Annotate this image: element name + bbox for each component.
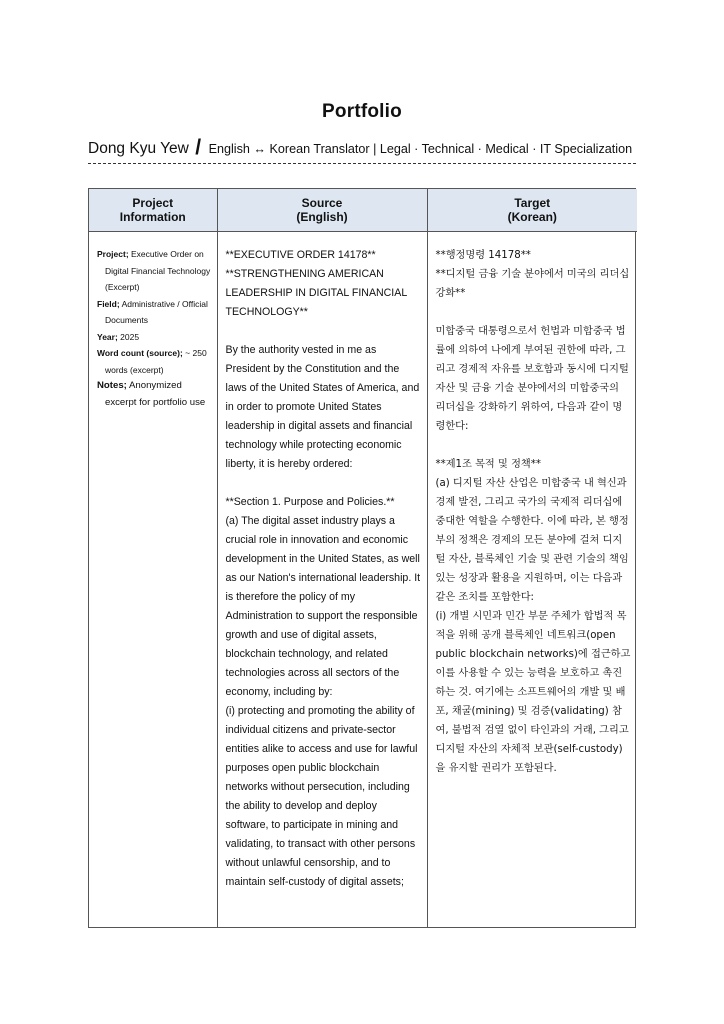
info-project: Project; Executive Order on Digital Financial Technology (Excerpt): [97, 249, 211, 292]
target-text: **행정명령 14178** **디지털 금융 기술 분야에서 미국의 리더십 강화** 미합중국 대통령으로서 헌법과 미합중국 법률에 의하여 나에게 부여된 권한에 따라, 그리고 경제적 자유를 보호함과 동시에 디지털 자산 및 금융 기술 분야에서의 미합중국의 리더십을 강화하기 위하여, 다음과 같이 명령한다: **제1조 목적 및 정책** (a) 디지털 자산 산업은 미합중국 내 혁신과 경제 발전, 그리고 국가의 국제적 리더십에 중대한 역할을 수행한다. 이에 따라, 본 행정부의 정책은 경제의 모든 분야에 걸쳐 디지털 자산, 블록체인 기술 및 관련 기술의 책임 있는 성장과 활용을 지원하며, 이는 다음과 같은 조치를 포함한다: (i) 개별 시민과 민간 부문 주체가 합법적 목적을 위해 공개 블록체인 네트워크(open public blockchain networks)에 접근하고 이를 사용할 수 있는 능력을 보호하고 촉진하는 것. 여기에는 소프트웨어의 개발 및 배포, 채굴(mining) 및 검증(validating) 참여, 불법적 검열 없이 타인과의 거래, 그리고 디지털 자산의 자체적 보관(self-custody)을 유지할 권리가 포함된다.: [435, 250, 631, 774]
portfolio-table: [89, 189, 637, 927]
dashed-divider: [88, 163, 636, 164]
page-title: Portfolio: [322, 101, 402, 122]
header-target: Target (Korean): [427, 189, 637, 232]
header-project-information: Project Information: [89, 189, 217, 232]
project-info-cell: [89, 232, 217, 928]
info-year: Year; 2025: [97, 331, 140, 342]
source-text-cell: [217, 232, 427, 928]
info-word-count: Word count (source); ~ 250 words (excerpt): [97, 348, 207, 375]
author-separator: /: [195, 136, 202, 159]
author-name: Dong Kyu Yew: [88, 140, 189, 157]
info-field: Field; Administrative / Official Documents: [97, 298, 208, 325]
source-text: **EXECUTIVE ORDER 14178** **STRENGTHENING AMERICAN LEADERSHIP IN DIGITAL FINANCIAL TECHNOLOGY** By the authority vested in me as President by the Constitution and the laws of the United States of America, and in order to promote United States leadership in digital assets and financial technology while protecting economic liberty, it is hereby ordered: **Section 1. Purpose and Policies.** (a) The digital asset industry plays a crucial role in innovation and economic development in the United States, as well as our Nation's international leadership. It is therefore the policy of my Administration to support the responsible growth and use of digital assets, blockchain technology, and related technologies across all sectors of the economy, including by: (i) protecting and promoting the ability of individual citizens and private-sector entities alike to access and use for lawful purposes open public blockchain networks without persecution, including the ability to develop and deploy software, to participate in mining and validating, to transact with other persons without unlawful censorship, and to maintain self-custody of digital assets;: [225, 249, 421, 888]
table-header-row: [89, 189, 637, 232]
portfolio-table-frame: [88, 188, 636, 928]
author-line: [88, 136, 632, 160]
header-source: Source (English): [217, 189, 427, 232]
target-text-cell: [427, 232, 637, 928]
table-row: [89, 232, 637, 928]
info-notes: Notes; Anonymized excerpt for portfolio use: [97, 380, 206, 408]
project-info-list: [89, 232, 217, 411]
author-role: English ↔ Korean Translator | Legal · Technical · Medical · IT Specialization: [208, 142, 633, 156]
